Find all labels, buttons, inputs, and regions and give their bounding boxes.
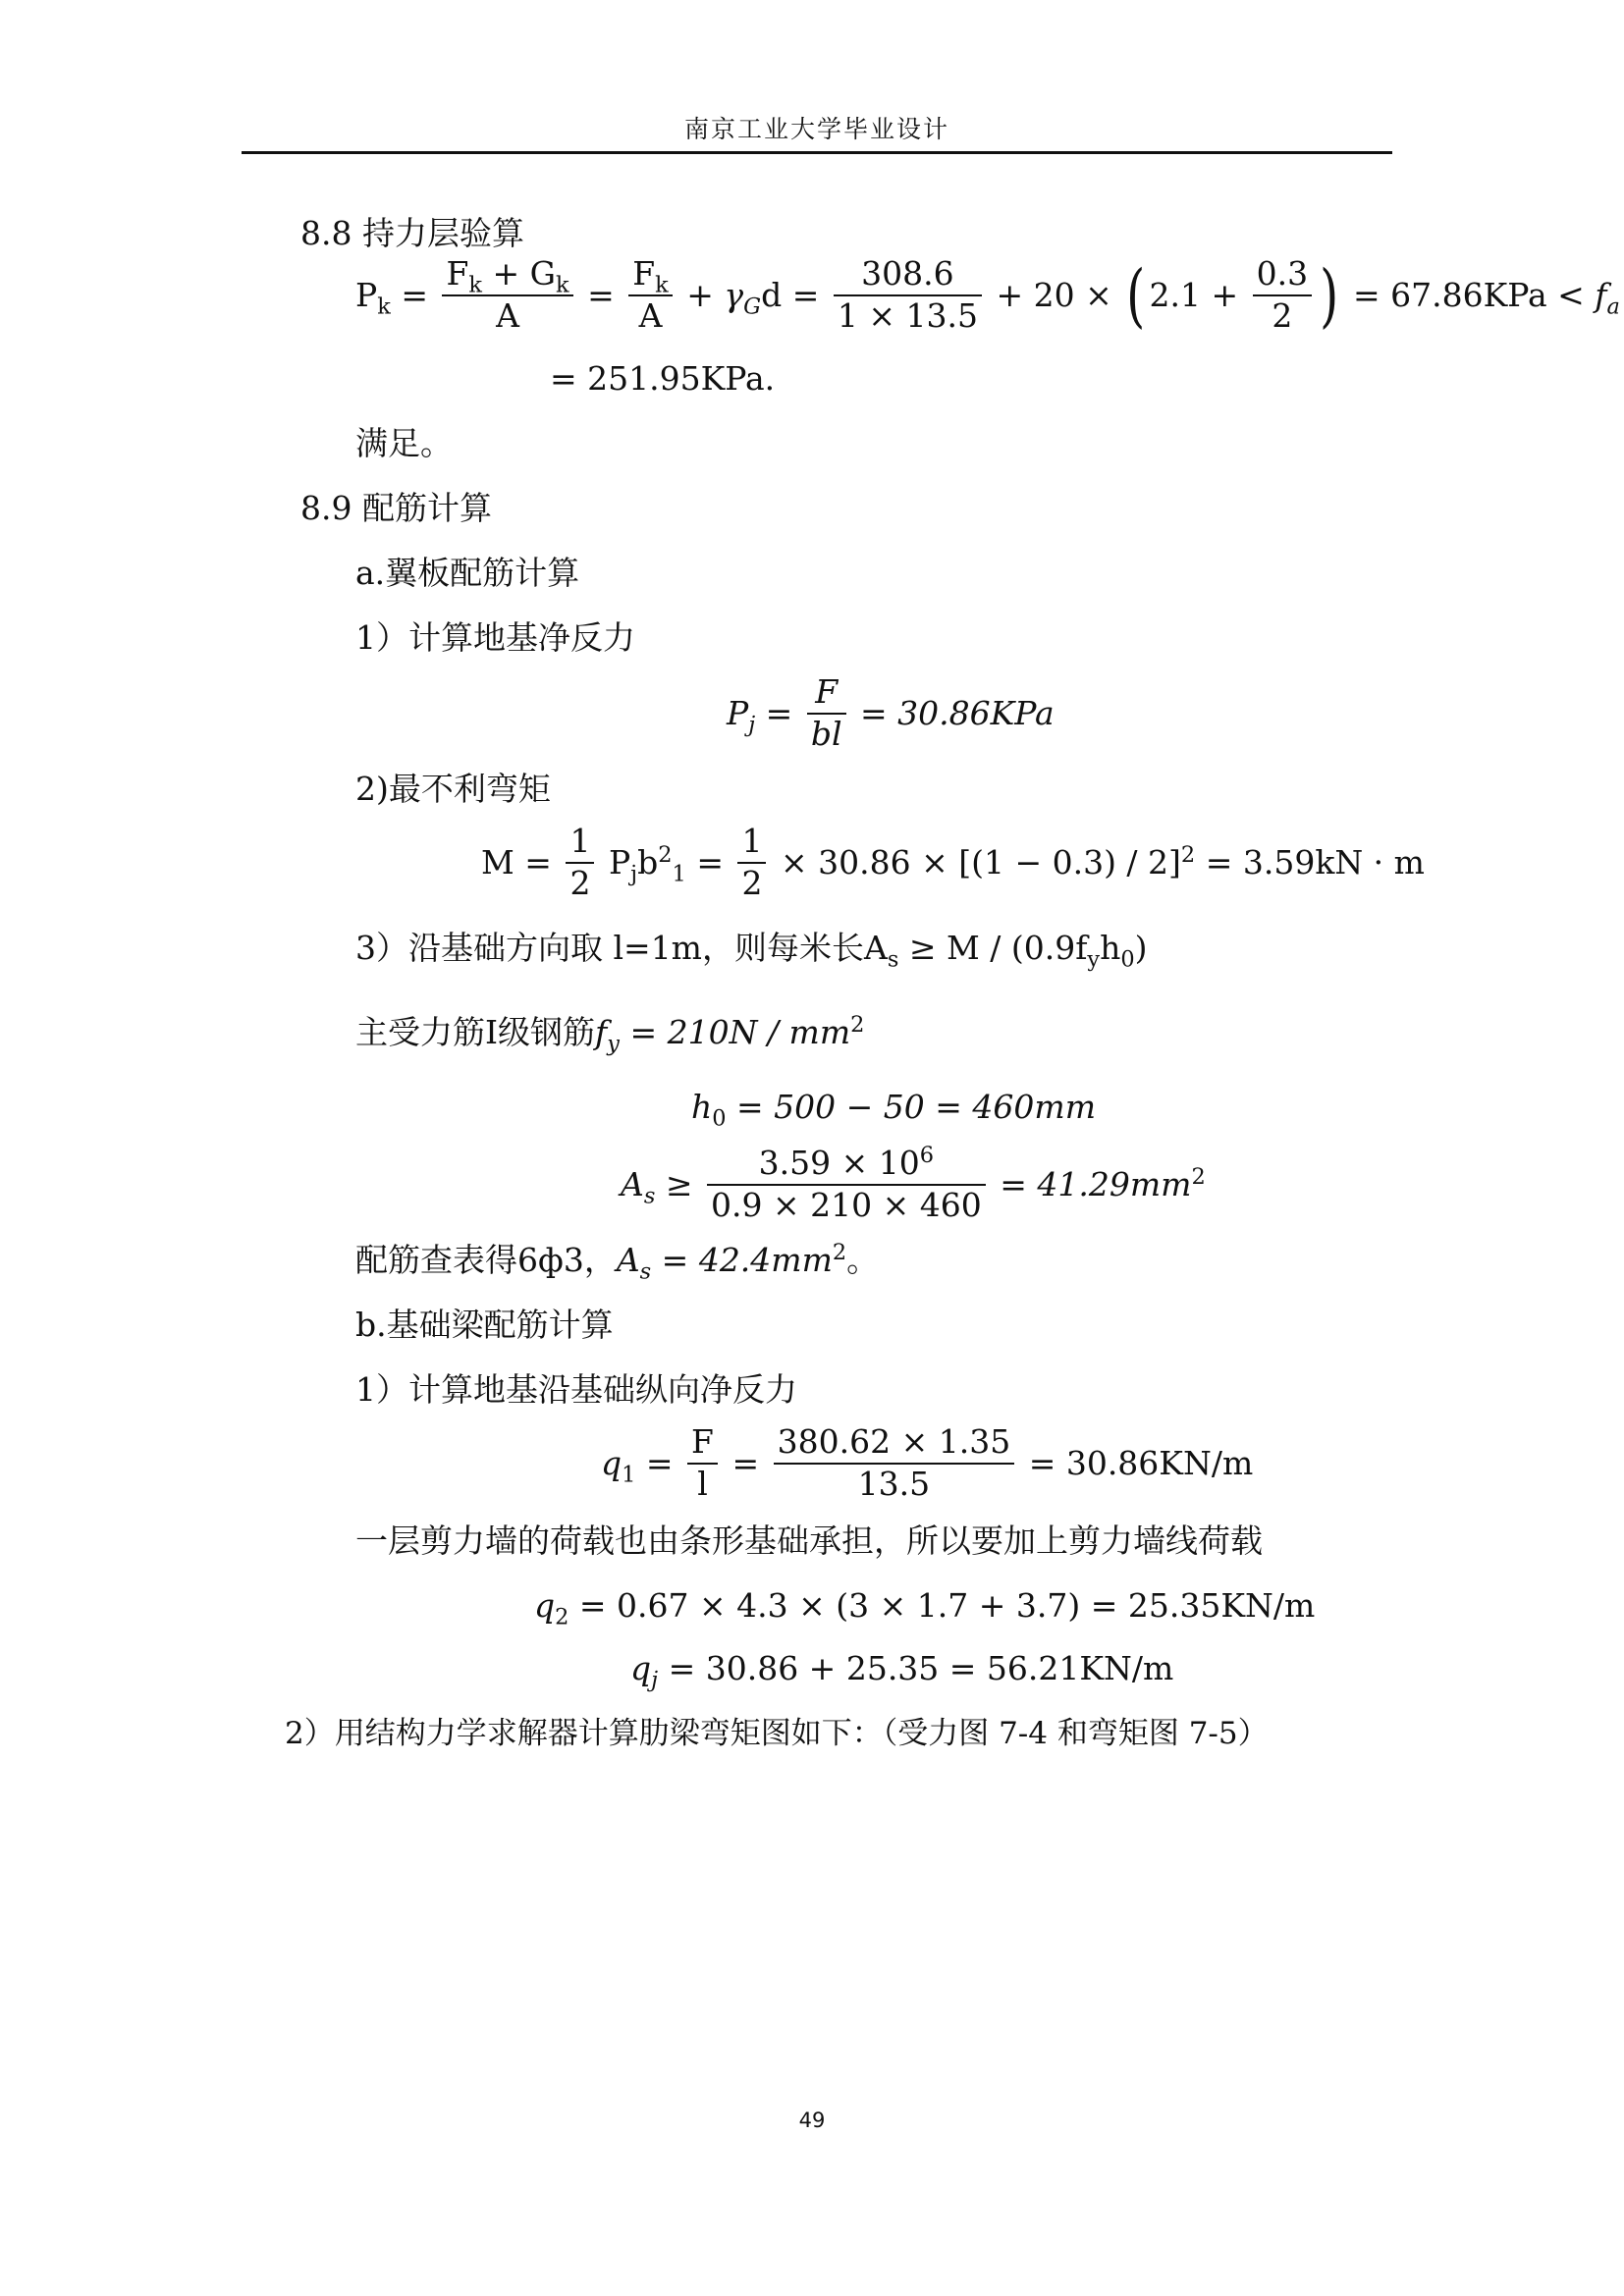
equation-pj: $P_j$ = $\frac{F}{bl}$ = 30.86KPa <box>727 672 1055 753</box>
pk-fraction-4: $\frac{0.3}{2}$ <box>1253 257 1312 333</box>
part-a-heading: a.翼板配筋计算 <box>355 554 580 592</box>
equation-h0: $h_0 = 500 - 50 = 460mm$ <box>691 1088 1096 1132</box>
equation-qj: $q_j = 30.86 + 25.35 = 56.21KN/m$ <box>630 1649 1174 1693</box>
equation-pk: $P_k$ = $\frac{F_k + G_k}{A}$ = $\frac{F_k}{A}$ + $\gamma_Gd$ = $\frac{308.6}{1 \times 13.5}$ + 20 × ( 2.1 + $\frac{0.3}{2}$ ) = $67.86KPa < f_a$ <box>355 254 1620 336</box>
steel-strength: 主受力筋I级钢筋$f_y = 210N / mm^2$ <box>355 1012 865 1057</box>
page-header: 南京工业大学毕业设计 <box>683 115 949 143</box>
part-a-step-1: 1）计算地基净反力 <box>355 618 635 657</box>
section-8-9-heading: 8.9 配筋计算 <box>300 489 492 527</box>
part-b-step-1: 1）计算地基沿基础纵向净反力 <box>355 1370 797 1409</box>
part-a-step-3: 3）沿基础方向取 l=1m，则每米长$A_s \ge M / (0.9f_yh_0)$ <box>355 929 1148 973</box>
pk-lhs: $P_k$ = <box>355 276 428 320</box>
equation-q2: $q_2 = 0.67 \times 4.3 \times (3 \times 1.7 + 3.7) = 25.35KN/m$ <box>534 1586 1316 1630</box>
part-a-step-2: 2)最不利弯矩 <box>355 770 551 808</box>
equation-moment: M = $\frac{1}{2}$ $P_jb^2_1$ = $\frac{1}{2}$ × $30.86 \times [(1 - 0.3) / 2]^2 = 3.59kN \cdot m$ <box>481 822 1425 902</box>
part-b-heading: b.基础梁配筋计算 <box>355 1306 614 1344</box>
section-8-8-conclusion: 满足。 <box>355 424 453 462</box>
page-number: 49 <box>798 2109 826 2132</box>
rebar-lookup: 配筋查表得6ф3，$A_s = 42.4mm^2$。 <box>355 1240 880 1285</box>
equation-pk-line-2: = 251.95KPa. <box>550 359 776 398</box>
section-8-8-heading: 8.8 持力层验算 <box>300 214 524 252</box>
pk-fraction-3: $\frac{308.6}{1 \times 13.5}$ <box>834 257 982 333</box>
part-b-note: 一层剪力墙的荷载也由条形基础承担，所以要加上剪力墙线荷载 <box>355 1522 1263 1560</box>
pk-fraction-1: $\frac{F_k + G_k}{A}$ <box>442 257 572 333</box>
pk-fraction-2: $\frac{F_k}{A}$ <box>628 257 673 333</box>
equation-as: $A_s$ ≥ $\frac{3.59 \times 10^6}{0.9 \times 210 \times 460}$ = $41.29mm^2$ <box>621 1143 1206 1224</box>
header-rule <box>242 151 1392 154</box>
part-b-step-2: 2）用结构力学求解器计算肋梁弯矩图如下：（受力图 7-4 和弯矩图 7-5） <box>285 1716 1269 1751</box>
equation-q1: $q_1$ = $\frac{F}{l}$ = $\frac{380.62 \times 1.35}{13.5}$ = 30.86KN/m <box>601 1422 1254 1503</box>
